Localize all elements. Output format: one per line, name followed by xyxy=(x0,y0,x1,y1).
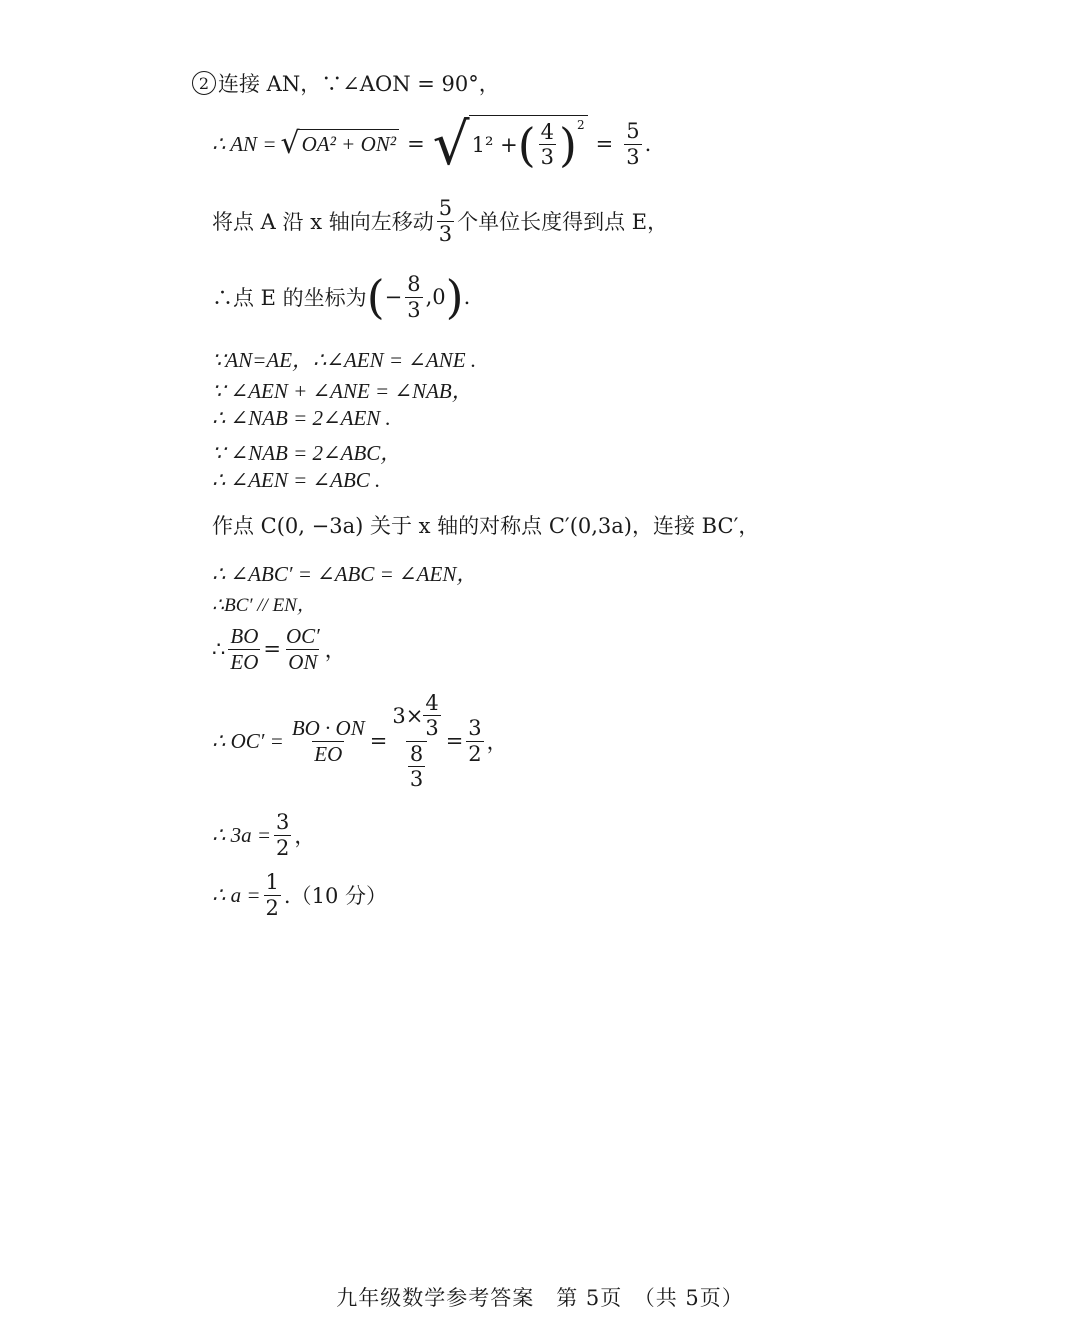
numerator: 8 xyxy=(409,741,424,766)
denominator: 3 xyxy=(407,297,421,322)
step-text: ∵ ∠AEN + ∠ANE = ∠NAB， xyxy=(212,379,473,403)
denominator: 3 xyxy=(626,144,640,169)
score-note: .（10 分） xyxy=(283,884,387,908)
period: . xyxy=(463,285,471,309)
comma: ， xyxy=(294,824,316,848)
therefore-sign: ∴ xyxy=(212,637,226,661)
step-aen-equals-abc xyxy=(212,468,380,493)
step-an-equals-ae xyxy=(212,344,476,374)
equation-lhs: ∴ OC′ = xyxy=(212,728,284,753)
radical-sign-icon: √ xyxy=(432,110,470,178)
step-reflect-point-c xyxy=(212,510,759,540)
step-text: ∴点 E 的坐标为 xyxy=(212,286,367,310)
comma: ， xyxy=(324,638,346,662)
period: . xyxy=(644,132,652,156)
fraction xyxy=(228,624,260,673)
step-ratio-equation xyxy=(212,620,346,678)
step-parallel-lines xyxy=(212,590,316,617)
denominator: EO xyxy=(230,649,259,674)
denominator: ON xyxy=(288,649,318,674)
radical-sign-icon: √ xyxy=(280,126,300,161)
step-nab-double-abc xyxy=(212,437,401,467)
numerator: 4 xyxy=(425,691,439,716)
complex-fraction xyxy=(390,691,442,791)
fraction xyxy=(405,272,422,321)
equals-sign: = xyxy=(445,729,464,753)
step-text: 作点 C(0, −3a) 关于 x 轴的对称点 C′(0,3a)，连接 BC′， xyxy=(212,514,760,538)
square-root-expression xyxy=(432,110,588,178)
step-text: ∵ ∠NAB = 2∠ABC， xyxy=(212,441,402,465)
step-point-e-coordinates xyxy=(212,266,470,328)
radicand: OA² + ON² xyxy=(299,129,399,159)
numerator: 4 xyxy=(540,119,555,144)
denominator: 3 xyxy=(425,716,439,741)
left-paren: ( xyxy=(366,270,385,324)
circled-number-marker: 2 xyxy=(192,71,216,95)
step-a-value-final xyxy=(212,866,387,924)
equation-an-length xyxy=(212,108,651,180)
numerator: BO xyxy=(230,624,259,649)
result-fraction xyxy=(466,716,483,765)
equals-sign: = xyxy=(263,637,281,661)
numerator: 3 xyxy=(468,716,482,741)
step-text: ∵AN=AE，∴∠AEN = ∠ANE . xyxy=(212,348,477,372)
equals-sign: = xyxy=(407,132,425,156)
numerator: 3 xyxy=(276,810,290,835)
fraction xyxy=(539,120,556,169)
equation-lhs: ∴ 3a = xyxy=(212,822,272,847)
denominator: 3 xyxy=(438,221,453,246)
equation-lhs: ∴ a = xyxy=(212,882,261,907)
fraction xyxy=(284,624,322,673)
denominator xyxy=(406,741,427,791)
right-paren: ) xyxy=(445,270,464,324)
comma: ， xyxy=(486,730,508,754)
page-footer: 九年级数学参考答案 第 5页 （共 5页） xyxy=(336,1286,744,1310)
step-text: ∴BC′ // EN， xyxy=(212,595,316,616)
numerator: 8 xyxy=(407,272,421,297)
denominator: 2 xyxy=(468,741,482,766)
step-nab-double-aen xyxy=(212,406,391,431)
coordinate-tail: ,0 xyxy=(425,285,446,309)
numerator-factor: 3× xyxy=(392,703,424,728)
fraction xyxy=(423,691,440,740)
left-paren: ( xyxy=(517,117,536,172)
denominator: 3 xyxy=(409,766,424,791)
step-text: 连接 AN，∵∠AON = 90°， xyxy=(218,72,500,96)
step-move-point-a xyxy=(212,192,668,250)
result-fraction xyxy=(624,119,641,168)
numerator: 5 xyxy=(626,119,640,144)
fraction xyxy=(264,870,281,919)
minus-sign: − xyxy=(384,285,403,309)
numerator: 1 xyxy=(265,870,279,895)
equals-sign: = xyxy=(595,132,614,156)
radicand-term: 1² + xyxy=(471,132,518,157)
equation-lhs: ∴ AN = xyxy=(212,131,277,156)
step-text: ∴ ∠ABC′ = ∠ABC = ∠AEN， xyxy=(212,562,478,586)
step-connect-an xyxy=(192,68,500,98)
step-text: ∴ ∠NAB = 2∠AEN . xyxy=(212,406,391,430)
step-text: 个单位长度得到点 E， xyxy=(457,210,669,234)
exponent: 2 xyxy=(576,118,585,132)
fraction xyxy=(290,716,367,765)
fraction xyxy=(274,810,291,859)
denominator: EO xyxy=(314,741,343,766)
numerator xyxy=(390,691,442,740)
step-text: 将点 A 沿 x 轴向左移动 xyxy=(212,210,434,234)
numerator: 5 xyxy=(438,196,453,221)
equals-sign: = xyxy=(369,729,388,753)
numerator: BO · ON xyxy=(291,716,365,741)
step-angle-abc-prime xyxy=(212,558,477,588)
right-paren: ) xyxy=(559,117,577,172)
denominator: 2 xyxy=(265,895,279,920)
fraction xyxy=(437,196,454,245)
step-oc-prime-value xyxy=(212,686,508,796)
step-angle-sum xyxy=(212,375,473,405)
step-text: ∴ ∠AEN = ∠ABC . xyxy=(212,468,381,492)
radicand xyxy=(469,115,588,173)
fraction xyxy=(408,742,425,791)
step-3a-value xyxy=(212,806,315,864)
numerator: OC′ xyxy=(285,624,320,649)
square-root-expression xyxy=(280,126,400,161)
denominator: 3 xyxy=(540,145,555,169)
denominator: 2 xyxy=(276,835,290,860)
